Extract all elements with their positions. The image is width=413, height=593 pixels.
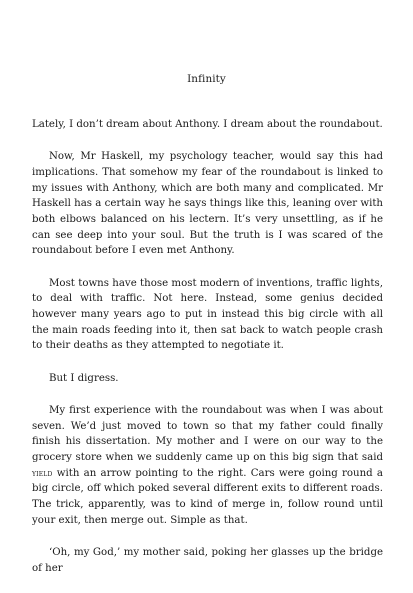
paragraph-5-text-before: My first experience with the roundabout was when I was about seven. We’d just moved to town so that my father could finally finish his dissertation. My mother and I were on our way to the grocery store when we suddenly came up on this big sign that said <box>32 404 383 463</box>
body-text <box>32 117 383 593</box>
paragraph-3: Most towns have those most modern of inventions, traffic lights, to deal with traffic. Not here. Instead, some genius decided however many years ago to put in instead this big circle with all the main roads feeding into it, then sat back to watch people crash to their deaths as they attempted to negotiate it. <box>32 277 383 352</box>
paragraph-2: Now, Mr Haskell, my psychology teacher, would say this had implications. That somehow my fear of the roundabout is linked to my issues with Anthony, which are both many and complicated. Mr Haskell has a certain way he says things like this, leaning over with both elbows balanced on his lectern. It’s very unsettling, as if he can see deep into your soul. But the truth is I was scared of the roundabout before I even met Anthony. <box>32 151 383 257</box>
paragraph-5 <box>32 403 383 529</box>
paragraph-1: Lately, I don’t dream about Anthony. I dream about the roundabout. <box>32 119 383 130</box>
paragraph-5-text-after: with an arrow pointing to the right. Cars were going round a big circle, off which poked several different exits to different roads. The trick, apparently, was to kind of merge in, follow round until your exit, then merge out. Simple as that. <box>32 467 383 526</box>
paragraph-4: But I digress. <box>49 372 119 384</box>
paragraph-6: ‘Oh, my God,’ my mother said, poking her glasses up the bridge of her <box>32 546 383 574</box>
yield-sign-word: yield <box>32 467 53 478</box>
running-header: Infinity <box>187 73 226 85</box>
